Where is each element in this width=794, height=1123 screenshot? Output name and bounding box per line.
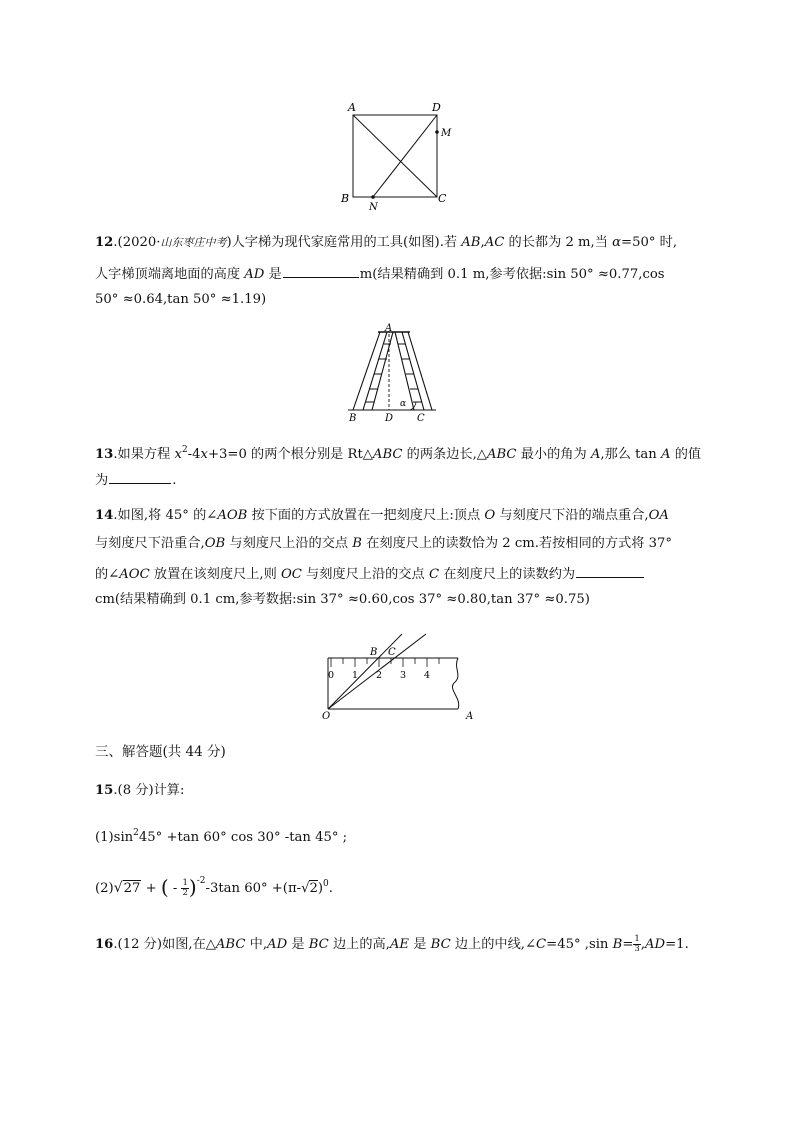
q15-radicand: 2 bbox=[309, 881, 318, 896]
q16-number: 16 bbox=[95, 937, 114, 952]
fraction-one-third bbox=[633, 935, 640, 954]
fig14-label-b: B bbox=[370, 647, 378, 658]
q14-answer-blank[interactable] bbox=[576, 563, 644, 578]
q15-sup: 0 bbox=[323, 879, 329, 889]
fig12-label-c: C bbox=[417, 413, 425, 424]
q13-text: 的值 bbox=[670, 447, 702, 462]
q16-text: 边上的高, bbox=[328, 937, 390, 952]
q12-line-2 bbox=[95, 263, 665, 284]
q15-sup: -2 bbox=[196, 876, 206, 886]
q14-text: 与刻度尺上沿的交点 bbox=[301, 567, 429, 582]
q16-frac-den: 3 bbox=[634, 944, 640, 954]
q13-text: 为 bbox=[95, 473, 109, 488]
q14-text: 放置在该刻度尺上,则 bbox=[149, 567, 281, 582]
q14-var: C bbox=[428, 567, 440, 582]
fig14-tick-1: 1 bbox=[352, 670, 359, 681]
q16-text: .(12 分)如图,在△ bbox=[113, 937, 216, 952]
q13-sup: 2 bbox=[181, 445, 188, 455]
q12-line-1 bbox=[95, 234, 677, 252]
q14-line-2 bbox=[95, 535, 672, 553]
q16-var: AD bbox=[645, 937, 666, 952]
q13-text: 最小的角为 bbox=[516, 447, 591, 462]
q12-text: )人字梯为现代家庭常用的工具(如图).若 bbox=[226, 235, 462, 250]
q12-var: α bbox=[612, 235, 622, 250]
square-figure bbox=[335, 98, 455, 213]
q15-frac-num: 1 bbox=[182, 878, 188, 888]
ruler-figure bbox=[320, 628, 480, 722]
q14-text: 在刻度尺上的读数恰为 2 cm.若按相同的方式将 37° bbox=[362, 536, 672, 551]
q14-text: 按下面的方式放置在一把刻度尺上:顶点 bbox=[247, 508, 485, 523]
q15-text: (1)sin bbox=[95, 830, 134, 845]
q14-text: 与刻度尺上沿的交点 bbox=[225, 536, 353, 551]
q13-var: x bbox=[174, 447, 182, 462]
q12-text: =50° 时, bbox=[621, 235, 678, 250]
fig14-tick-4: 4 bbox=[424, 670, 431, 681]
q14-line-3 bbox=[95, 563, 645, 584]
q14-text: cm(结果精确到 0.1 cm,参考数据:sin 37° ≈0.60,cos 37° ≈0.80,tan 37° ≈0.75) bbox=[95, 592, 590, 607]
ladder-figure bbox=[340, 322, 450, 424]
q14-text: 与刻度尺下沿的端点重合, bbox=[495, 508, 649, 523]
fig12-label-a: A bbox=[385, 323, 393, 334]
fraction-one-half bbox=[181, 879, 188, 898]
q13-number: 13 bbox=[95, 447, 114, 462]
q16-frac-num: 1 bbox=[634, 934, 640, 944]
q16-var: ABC bbox=[215, 937, 246, 952]
q12-text: m(结果精确到 0.1 m,参考依据:sin 50° ≈0.77,cos bbox=[359, 267, 665, 282]
q16-var: AE bbox=[389, 937, 410, 952]
q14-text: 的∠ bbox=[95, 567, 120, 582]
q16-var: B bbox=[612, 937, 623, 952]
q13-var: x bbox=[200, 447, 208, 462]
fig11-label-a: A bbox=[348, 101, 356, 114]
q14-number: 14 bbox=[95, 508, 114, 523]
q16-line bbox=[95, 935, 689, 954]
q13-line-1 bbox=[95, 441, 701, 464]
q12-answer-blank[interactable] bbox=[283, 263, 359, 278]
q15-text: ) bbox=[317, 881, 324, 896]
q15-number: 15 bbox=[95, 783, 114, 798]
q13-var: ABC bbox=[372, 447, 403, 462]
q13-var: ABC bbox=[486, 447, 517, 462]
fig11-label-m: M bbox=[441, 128, 452, 139]
fig11-label-c: C bbox=[438, 192, 447, 205]
fig12-label-d: D bbox=[385, 413, 394, 424]
q15-text: - bbox=[168, 881, 182, 896]
q15-text: . bbox=[328, 881, 333, 896]
q15-text: .(8 分)计算: bbox=[113, 783, 185, 798]
q15-part-2: (2)√27 + ( - $\frac{1}{2}$ )$^{-2}$-3tan $60^\circ +(\pi-√2)^0$. bbox=[95, 875, 333, 899]
fig14-label-c: C bbox=[388, 647, 396, 658]
fig11-label-b: B bbox=[341, 192, 350, 205]
q12-text: .(2020· bbox=[113, 235, 161, 250]
q12-text: 50° ≈0.64,tan 50° ≈1.19) bbox=[95, 292, 267, 307]
q14-line-4 bbox=[95, 591, 590, 609]
q15-head bbox=[95, 782, 184, 800]
q14-text: 与刻度尺下沿重合, bbox=[95, 536, 205, 551]
fig14-tick-2: 2 bbox=[376, 670, 383, 681]
fig11-label-d: D bbox=[432, 101, 441, 114]
q15-text: -3tan 60° +(π- bbox=[205, 881, 302, 896]
q13-text: .如果方程 bbox=[113, 447, 175, 462]
q16-var: C bbox=[536, 937, 547, 952]
q14-var: AOB bbox=[217, 508, 248, 523]
sqrt-2: √2 bbox=[301, 881, 318, 896]
fig14-tick-0: 0 bbox=[328, 670, 335, 681]
q13-var: A bbox=[660, 447, 671, 462]
q13-answer-blank[interactable] bbox=[109, 469, 171, 484]
q12-var: AC bbox=[484, 235, 505, 250]
q13-var: A bbox=[590, 447, 601, 462]
q15-sup: 2 bbox=[133, 828, 139, 838]
q13-text: . bbox=[172, 473, 177, 488]
q16-text: =1. bbox=[665, 937, 689, 952]
q14-text: 在刻度尺上的读数约为 bbox=[439, 567, 576, 582]
q12-text: , bbox=[480, 235, 485, 250]
q14-var: O bbox=[484, 508, 496, 523]
q13-text: +3=0 的两个根分别是 Rt△ bbox=[207, 447, 373, 462]
q14-line-1 bbox=[95, 507, 669, 525]
q12-var: AB bbox=[461, 235, 481, 250]
q12-text: 的长都为 2 m,当 bbox=[504, 235, 613, 250]
q16-text: 是 bbox=[409, 937, 431, 952]
q14-var: B bbox=[352, 536, 362, 551]
q14-var: AOC bbox=[119, 567, 150, 582]
q15-frac-den: 2 bbox=[182, 888, 188, 898]
q14-var: OC bbox=[280, 567, 302, 582]
q16-text: 边上的中线,∠ bbox=[450, 937, 537, 952]
q16-var: BC bbox=[430, 937, 451, 952]
q15-paren: ) bbox=[188, 875, 197, 899]
q12-source: 山东枣庄中考 bbox=[160, 236, 227, 249]
q13-line-2 bbox=[95, 469, 176, 490]
q12-number: 12 bbox=[95, 235, 114, 250]
q12-line-3 bbox=[95, 291, 266, 309]
q13-text: 的两条边长,△ bbox=[402, 447, 487, 462]
q16-var: BC bbox=[308, 937, 329, 952]
sqrt-27: √27 bbox=[113, 880, 141, 896]
q16-text: = bbox=[622, 937, 634, 952]
fig14-label-a: A bbox=[466, 711, 474, 722]
q12-text: 是 bbox=[264, 267, 282, 282]
q13-text: -4 bbox=[187, 447, 201, 462]
q15-part-1 bbox=[95, 824, 347, 847]
fig12-label-b: B bbox=[349, 413, 357, 424]
q14-var: OB bbox=[204, 536, 226, 551]
q15-radicand: 27 bbox=[123, 881, 141, 896]
q15-text: (2) bbox=[95, 881, 114, 896]
q16-var: AD bbox=[267, 937, 288, 952]
section-3-title: 三、解答题(共 44 分) bbox=[95, 744, 226, 760]
q15-text: 45° +tan 60° cos 30° -tan 45° ; bbox=[138, 830, 348, 845]
q15-paren: ( bbox=[160, 875, 169, 899]
q14-var: OA bbox=[648, 508, 669, 523]
q14-text: .如图,将 45° 的∠ bbox=[113, 508, 218, 523]
q12-text: 人字梯顶端离地面的高度 bbox=[95, 267, 245, 282]
q16-text: =45° ,sin bbox=[546, 937, 613, 952]
q16-text: 是 bbox=[287, 937, 309, 952]
fig14-label-o: O bbox=[322, 711, 331, 722]
q16-text: 中, bbox=[245, 937, 268, 952]
fig12-label-alpha: α bbox=[400, 399, 407, 409]
q16-text: , bbox=[640, 937, 646, 952]
q12-var: AD bbox=[244, 267, 265, 282]
fig11-label-n: N bbox=[369, 202, 378, 213]
q13-text: ,那么 tan bbox=[600, 447, 661, 462]
fig14-tick-3: 3 bbox=[400, 670, 407, 681]
